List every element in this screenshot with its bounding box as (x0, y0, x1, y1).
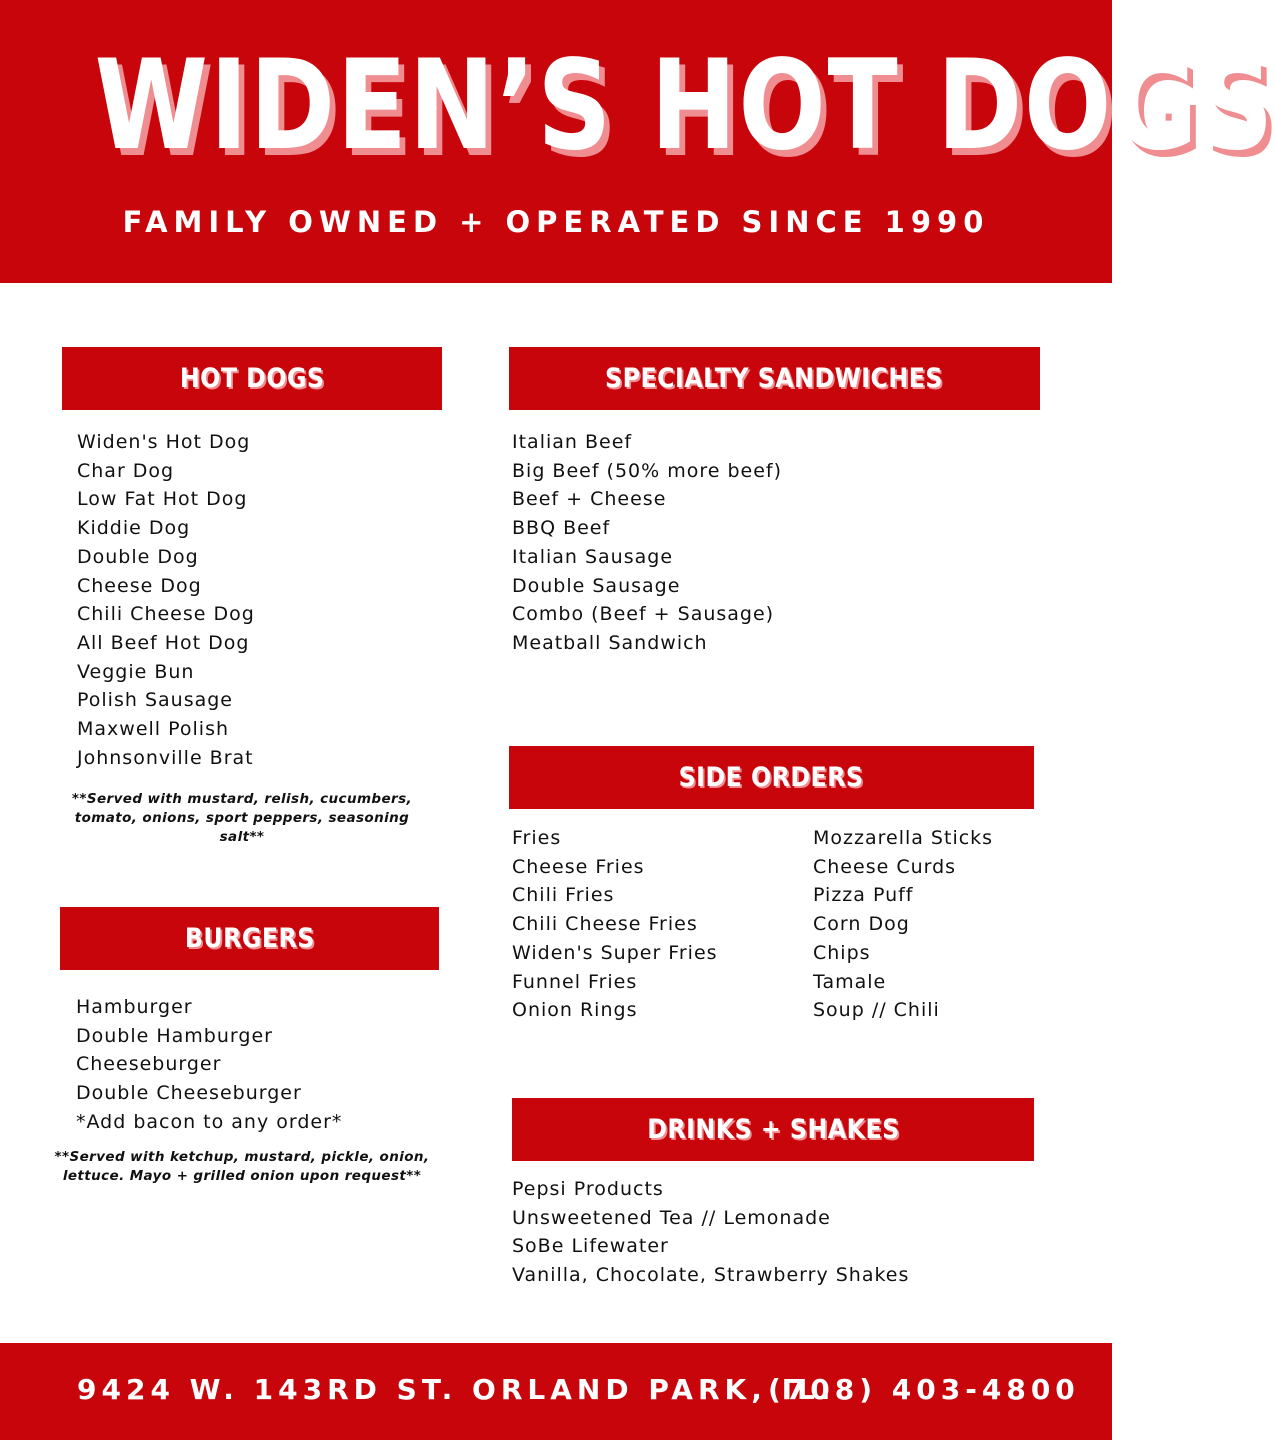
menu-item: Cheese Fries (512, 855, 645, 878)
hot-dogs-note-line-1: **Served with mustard, relish, cucumbers, (71, 791, 413, 807)
burgers-list (76, 993, 342, 1137)
side-orders-list-left (512, 824, 718, 1025)
tagline: FAMILY OWNED + OPERATED SINCE 1990 (122, 205, 990, 239)
menu-item: Double Cheeseburger (76, 1082, 302, 1105)
specialty-sandwiches-heading: SPECIALTY SANDWICHES (605, 363, 944, 394)
side-orders-banner (509, 746, 1034, 809)
menu-item: Chili Cheese Dog (77, 603, 255, 626)
menu-item: Johnsonville Brat (77, 746, 254, 769)
menu-item: All Beef Hot Dog (77, 631, 250, 654)
menu-item: Meatball Sandwich (512, 631, 708, 654)
menu-item: Chips (813, 941, 871, 964)
menu-item: Widen's Hot Dog (77, 431, 251, 453)
menu-item: Pepsi Products (512, 1178, 664, 1200)
menu-item: Chili Fries (512, 884, 615, 907)
menu-item: Veggie Bun (77, 660, 195, 683)
menu-item: Mozzarella Sticks (813, 827, 994, 849)
drinks-banner (512, 1098, 1034, 1161)
specialty-sandwiches-banner (509, 347, 1040, 410)
menu-item: Polish Sausage (77, 689, 233, 712)
menu-item: Hamburger (76, 996, 193, 1018)
hot-dogs-list (77, 428, 255, 772)
menu-item: Cheeseburger (76, 1053, 222, 1076)
hot-dogs-banner (62, 347, 442, 410)
burgers-heading: BURGERS (184, 923, 315, 954)
menu-item: Italian Sausage (512, 545, 674, 568)
menu-item: BBQ Beef (512, 517, 611, 540)
menu-item: Maxwell Polish (77, 718, 230, 741)
burgers-banner (60, 907, 439, 970)
menu-item: Funnel Fries (512, 970, 638, 993)
menu-item: Char Dog (77, 459, 175, 482)
menu-item: SoBe Lifewater (512, 1235, 669, 1258)
menu-item: Soup // Chili (813, 999, 940, 1022)
drinks-list (512, 1175, 909, 1290)
hot-dogs-note-line-2: tomato, onions, sport peppers, seasoning salt** (74, 810, 410, 845)
drinks-heading: DRINKS + SHAKES (646, 1114, 900, 1145)
menu-item: Pizza Puff (813, 884, 914, 907)
menu-item: Vanilla, Chocolate, Strawberry Shakes (512, 1264, 910, 1287)
menu-item: Corn Dog (813, 913, 910, 936)
side-orders-heading: SIDE ORDERS (679, 762, 864, 793)
burgers-note-line-1: **Served with ketchup, mustard, pickle, onion, (54, 1149, 430, 1165)
menu-item: Combo (Beef + Sausage) (512, 603, 775, 626)
hot-dogs-note (52, 790, 432, 847)
burgers-note (52, 1148, 432, 1186)
menu-item: Beef + Cheese (512, 488, 667, 511)
hot-dogs-heading: HOT DOGS (179, 363, 325, 394)
menu-item: Low Fat Hot Dog (77, 488, 248, 511)
menu-item: Kiddie Dog (77, 517, 191, 540)
menu-item: *Add bacon to any order* (76, 1110, 343, 1133)
menu-item: Italian Beef (512, 431, 633, 453)
menu-item: Big Beef (50% more beef) (512, 459, 783, 482)
menu-item: Widen's Super Fries (512, 941, 718, 964)
menu-item: Onion Rings (512, 999, 638, 1022)
menu-item: Cheese Curds (813, 855, 957, 878)
menu-item: Double Dog (77, 545, 199, 568)
menu-item: Chili Cheese Fries (512, 913, 698, 936)
side-orders-list-right (813, 824, 993, 1025)
burgers-note-line-2: lettuce. Mayo + grilled onion upon request** (62, 1168, 422, 1184)
specialty-sandwiches-list (512, 428, 782, 658)
restaurant-title: WIDEN’S HOT DOGS (94, 34, 1275, 178)
menu-item: Cheese Dog (77, 574, 202, 597)
menu-item: Fries (512, 827, 562, 849)
menu-item: Double Sausage (512, 574, 681, 597)
menu-item: Tamale (813, 970, 887, 993)
footer-address: 9424 W. 143RD ST. ORLAND PARK, IL. (77, 1373, 836, 1406)
menu-item: Unsweetened Tea // Lemonade (512, 1206, 831, 1229)
menu-item: Double Hamburger (76, 1024, 273, 1047)
footer-phone: (708) 403-4800 (768, 1373, 1080, 1406)
